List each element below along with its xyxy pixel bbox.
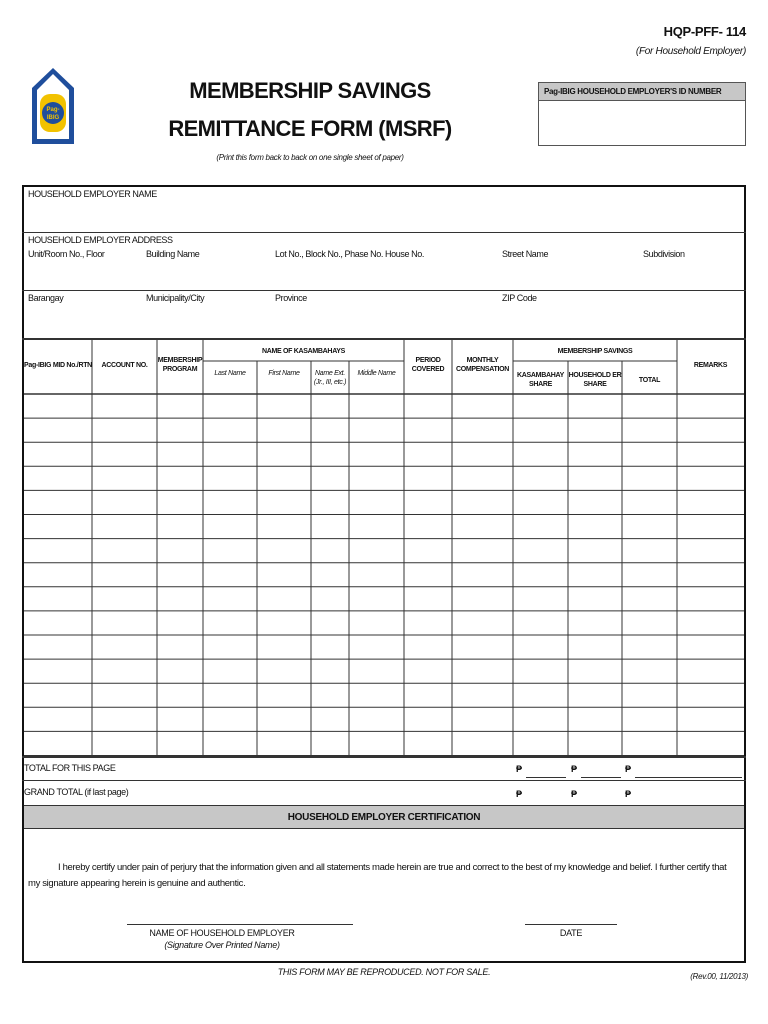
employer-name-field[interactable] [24, 200, 744, 230]
col-header-first: First Name [268, 370, 300, 377]
col-header-ext-1: Name Ext. [315, 370, 345, 377]
signature-label: NAME OF HOUSEHOLD EMPLOYER [149, 928, 295, 938]
page-total-ks-field[interactable] [526, 777, 566, 778]
col-header-remarks: REMARKS [693, 362, 728, 369]
logo-text-bottom: IBIG [46, 115, 60, 121]
building-label: Building Name [146, 249, 200, 259]
grand-total-label: GRAND TOTAL (if last page) [24, 787, 129, 797]
employer-id-box[interactable] [538, 82, 746, 146]
total-page-label: TOTAL FOR THIS PAGE [24, 763, 116, 773]
form-title-line2: REMITTANCE FORM (MSRF) [168, 116, 452, 141]
col-header-ks-1: KASAMBAHAY [517, 372, 564, 379]
col-header-mid: Pag-IBIG MID No./RTN [24, 362, 92, 369]
peso-sign: ₱ [516, 789, 523, 799]
subdivision-label: Subdivision [643, 249, 685, 259]
col-header-program-1: MEMBERSHIP [157, 357, 203, 364]
col-header-last: Last Name [214, 370, 246, 377]
peso-sign: ₱ [516, 764, 523, 774]
divider [22, 780, 746, 781]
zip-label: ZIP Code [502, 293, 537, 303]
divider [22, 756, 746, 758]
employer-address-label: HOUSEHOLD EMPLOYER ADDRESS [28, 235, 173, 245]
col-header-hs-2: SHARE [583, 381, 607, 388]
col-header-period-1: PERIOD [415, 357, 441, 364]
pagibig-logo [30, 66, 76, 148]
peso-sign: ₱ [625, 764, 632, 774]
divider [22, 232, 746, 233]
col-group-savings: MEMBERSHIP SAVINGS [557, 348, 633, 355]
footer-note: THIS FORM MAY BE REPRODUCED. NOT FOR SALE. [277, 967, 491, 977]
province-label: Province [275, 293, 307, 303]
barangay-label: Barangay [28, 293, 64, 303]
signature-field[interactable] [127, 924, 353, 925]
city-label: Municipality/City [146, 293, 205, 303]
peso-sign: ₱ [571, 789, 578, 799]
certification-heading: HOUSEHOLD EMPLOYER CERTIFICATION [24, 805, 744, 829]
col-header-comp-2: COMPENSATION [455, 366, 510, 373]
col-header-comp-1: MONTHLY [466, 357, 499, 364]
employer-id-field[interactable] [539, 101, 745, 145]
form-subtitle: (For Household Employer) [635, 46, 746, 57]
date-field[interactable] [525, 924, 617, 925]
col-header-period-2: COVERED [411, 366, 445, 373]
remittance-table [24, 339, 744, 756]
signature-sublabel: (Signature Over Printed Name) [164, 940, 280, 950]
date-label: DATE [559, 928, 583, 938]
col-header-program-2: PROGRAM [162, 366, 198, 373]
logo-text-top: Pag- [46, 107, 60, 113]
form-title-line1: MEMBERSHIP SAVINGS [189, 78, 431, 103]
peso-sign: ₱ [625, 789, 632, 799]
unit-label: Unit/Room No., Floor [28, 249, 105, 259]
revision-label: (Rev.00, 11/2013) [690, 972, 748, 981]
page-total-hs-field[interactable] [581, 777, 621, 778]
table-grid-lines [24, 339, 744, 756]
col-header-ks-2: SHARE [528, 381, 552, 388]
col-header-hs-1: HOUSEHOLD ER [568, 372, 622, 379]
lot-label: Lot No., Block No., Phase No. House No. [275, 249, 424, 259]
address-line1-field[interactable] [24, 262, 744, 288]
col-header-ext-2: (Jr., III, etc.) [313, 379, 347, 386]
employer-id-label: Pag-IBIG HOUSEHOLD EMPLOYER'S ID NUMBER [539, 83, 745, 101]
col-header-middle: Middle Name [357, 370, 396, 377]
certification-text: I hereby certify under pain of perjury that the information given and all statements made herein are true and correct to the best of my knowledge and belief. I further certify that my signature appearing herein is genuine and authentic. [28, 862, 727, 889]
address-line2-field[interactable] [24, 306, 744, 336]
col-header-account: ACCOUNT NO. [101, 362, 148, 369]
employer-name-label: HOUSEHOLD EMPLOYER NAME [28, 189, 157, 199]
print-note: (Print this form back to back on one single sheet of paper) [216, 153, 404, 162]
page-total-total-field[interactable] [635, 777, 742, 778]
street-label: Street Name [502, 249, 549, 259]
col-header-total: TOTAL [638, 377, 661, 384]
form-code: HQP-PFF- 114 [663, 24, 746, 39]
col-group-names: NAME OF KASAMBAHAYS [261, 348, 346, 355]
peso-sign: ₱ [571, 764, 578, 774]
divider [22, 290, 746, 291]
